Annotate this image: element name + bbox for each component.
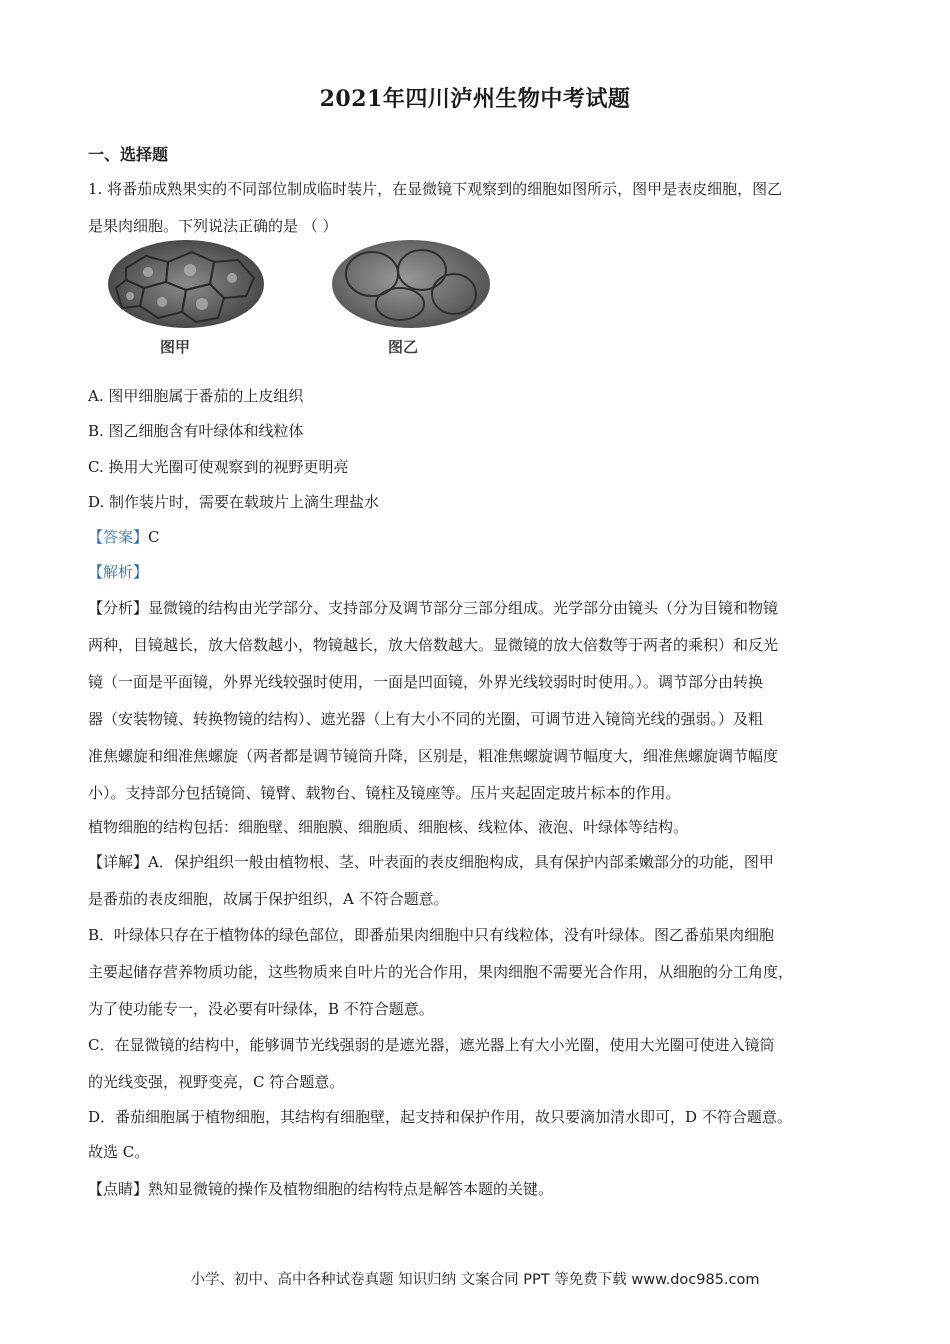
figure-a-caption: 图甲 <box>160 338 191 356</box>
answer-value: C <box>148 528 160 546</box>
detail-line: C．在显微镜的结构中，能够调节光线强弱的是遮光器，遮光器上有大小光圈，使用大光圈可使进入镜筒 <box>88 1036 775 1054</box>
figure-a <box>106 238 266 356</box>
option-d: D. 制作装片时，需要在载玻片上滴生理盐水 <box>88 493 380 511</box>
detail-line: D．番茄细胞属于植物细胞，其结构有细胞壁，起支持和保护作用，故只要滴加清水即可，D 不符合题意。 <box>88 1108 792 1126</box>
detail-line: B．叶绿体只存在于植物体的绿色部位，即番茄果肉细胞中只有线粒体，没有叶绿体。图乙番茄果肉细胞 <box>88 926 775 944</box>
analysis-line: 【分析】显微镜的结构由光学部分、支持部分及调节部分三部分组成。光学部分由镜头（分为目镜和物镜 <box>88 599 779 617</box>
question-text-line-1: 1. 将番茄成熟果实的不同部位制成临时装片，在显微镜下观察到的细胞如图所示，图甲是表皮细胞，图乙 <box>88 180 783 198</box>
figure-b-caption: 图乙 <box>388 338 419 356</box>
analysis-label: 【解析】 <box>88 563 149 581</box>
section-heading: 一、选择题 <box>88 145 169 164</box>
answer-line <box>88 526 160 547</box>
answer-label: 【答案】 <box>88 528 149 546</box>
page-footer: 小学、初中、高中各种试卷真题 知识归纳 文案合同 PPT 等免费下载 www.doc985.com <box>190 1272 760 1288</box>
question-text-line-2: 是果肉细胞。下列说法正确的是 （ ） <box>88 217 338 235</box>
detail-line: 的光线变强，视野变亮，C 符合题意。 <box>88 1073 345 1091</box>
detail-line: 主要起储存营养物质功能，这些物质来自叶片的光合作用，果肉细胞不需要光合作用，从细胞的分工角度， <box>88 963 794 981</box>
page-title: 2021年四川泸州生物中考试题 <box>319 86 631 112</box>
option-c: C. 换用大光圈可使观察到的视野更明亮 <box>88 458 349 476</box>
detail-line: 为了使功能专一，没必要有叶绿体，B 不符合题意。 <box>88 1000 434 1018</box>
epidermal-cells-image <box>106 238 266 330</box>
option-a: A. 图甲细胞属于番茄的上皮组织 <box>88 387 304 405</box>
figure-b <box>330 238 492 356</box>
analysis-line: 植物细胞的结构包括：细胞壁、细胞膜、细胞质、细胞核、线粒体、液泡、叶绿体等结构。 <box>88 818 689 836</box>
key-point-line: 【点睛】熟知显微镜的操作及植物细胞的结构特点是解答本题的关键。 <box>88 1180 554 1198</box>
analysis-line: 准焦螺旋和细准焦螺旋（两者都是调节镜筒升降，区别是，粗准焦螺旋调节幅度大，细准焦螺旋调节幅度 <box>88 747 779 765</box>
analysis-line: 两种，目镜越长，放大倍数越小，物镜越长，放大倍数越大。显微镜的放大倍数等于两者的乘积）和反光 <box>88 636 779 654</box>
option-b: B. 图乙细胞含有叶绿体和线粒体 <box>88 422 304 440</box>
analysis-line: 镜（一面是平面镜，外界光线较强时使用，一面是凹面镜，外界光线较弱时时使用。）。调节部分由转换 <box>88 673 764 691</box>
conclusion-line: 故选 C。 <box>88 1143 150 1161</box>
analysis-line: 小）。支持部分包括镜筒、镜臂、载物台、镜柱及镜座等。压片夹起固定玻片标本的作用。 <box>88 784 681 802</box>
detail-line: 是番茄的表皮细胞，故属于保护组织，A 不符合题意。 <box>88 890 449 908</box>
detail-line: 【详解】A．保护组织一般由植物根、茎、叶表面的表皮细胞构成，具有保护内部柔嫩部分的功能，图甲 <box>88 853 774 871</box>
analysis-line: 器（安装物镜、转换物镜的结构）、遮光器（上有大小不同的光圈，可调节进入镜筒光线的强弱。）及粗 <box>88 710 764 728</box>
pulp-cells-image <box>330 238 492 330</box>
